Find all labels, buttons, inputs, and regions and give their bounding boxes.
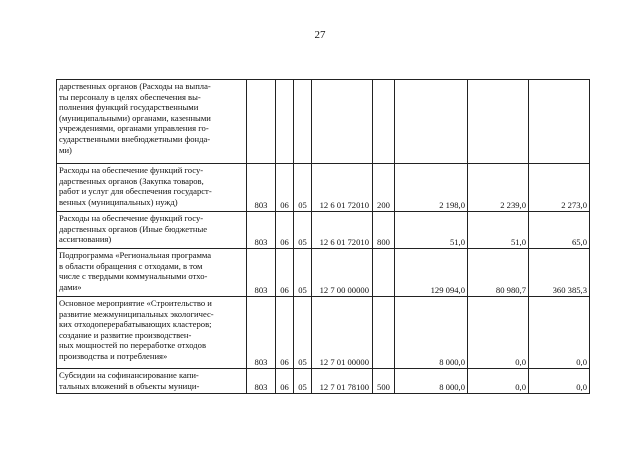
page-number: 27 [314,29,326,41]
target-code [312,80,373,164]
amount-year-1: 2 198,0 [395,164,468,212]
row-description: дарственных органов (Расходы на выпла- ты персоналу в целях обеспечения вы- полнения функций государственными (муниципальными) органами, казенными учреждениями, органами управления го- сударственными внебюджетными фонда- ми) [57,80,247,164]
amount-year-2 [468,80,529,164]
ministry-code: 803 [247,212,276,249]
amount-year-1: 129 094,0 [395,249,468,297]
amount-year-2: 2 239,0 [468,164,529,212]
subsection-code: 05 [294,297,312,369]
table-row [57,80,590,164]
section-code: 06 [276,164,294,212]
amount-year-3 [529,80,590,164]
section-code: 06 [276,297,294,369]
target-code: 12 7 01 00000 [312,297,373,369]
expense-type-code: 500 [373,369,395,394]
row-description: Расходы на обеспечение функций госу- дарственных органов (Иные бюджетные ассигнования) [57,212,247,249]
subsection-code: 05 [294,249,312,297]
section-code: 06 [276,212,294,249]
section-code: 06 [276,369,294,394]
table-row [57,249,590,297]
amount-year-3: 2 273,0 [529,164,590,212]
amount-year-3: 360 385,3 [529,249,590,297]
section-code [276,80,294,164]
table-row [57,164,590,212]
amount-year-3: 0,0 [529,369,590,394]
ministry-code: 803 [247,297,276,369]
row-description: Расходы на обеспечение функций госу- дарственных органов (Закупка товаров, работ и услуг для обеспечения государст- венных (муниципальных) нужд) [57,164,247,212]
target-code: 12 7 00 00000 [312,249,373,297]
amount-year-2: 0,0 [468,369,529,394]
ministry-code: 803 [247,249,276,297]
section-code: 06 [276,249,294,297]
amount-year-2: 80 980,7 [468,249,529,297]
amount-year-1: 8 000,0 [395,369,468,394]
table-row [57,297,590,369]
amount-year-1 [395,80,468,164]
amount-year-1: 51,0 [395,212,468,249]
amount-year-1: 8 000,0 [395,297,468,369]
expense-type-code [373,80,395,164]
budget-table [56,79,590,394]
table-row [57,212,590,249]
amount-year-3: 65,0 [529,212,590,249]
subsection-code: 05 [294,164,312,212]
row-description: Субсидии на софинансирование капи- тальных вложений в объекты муници- [57,369,247,394]
target-code: 12 6 01 72010 [312,164,373,212]
subsection-code: 05 [294,212,312,249]
amount-year-3: 0,0 [529,297,590,369]
row-description: Подпрограмма «Региональная программа в области обращения с отходами, в том числе с твердыми коммунальными отхо- дами» [57,249,247,297]
ministry-code [247,80,276,164]
ministry-code: 803 [247,164,276,212]
expense-type-code [373,249,395,297]
subsection-code [294,80,312,164]
amount-year-2: 0,0 [468,297,529,369]
subsection-code: 05 [294,369,312,394]
expense-type-code [373,297,395,369]
expense-type-code: 200 [373,164,395,212]
expense-type-code: 800 [373,212,395,249]
ministry-code: 803 [247,369,276,394]
target-code: 12 7 01 78100 [312,369,373,394]
row-description: Основное мероприятие «Строительство и развитие межмуниципальных экологичес- ких отходоперерабатывающих кластеров; создание и развитие производствен- ных мощностей по переработке отходов производства и потребления» [57,297,247,369]
amount-year-2: 51,0 [468,212,529,249]
table-row [57,369,590,394]
target-code: 12 6 01 72010 [312,212,373,249]
